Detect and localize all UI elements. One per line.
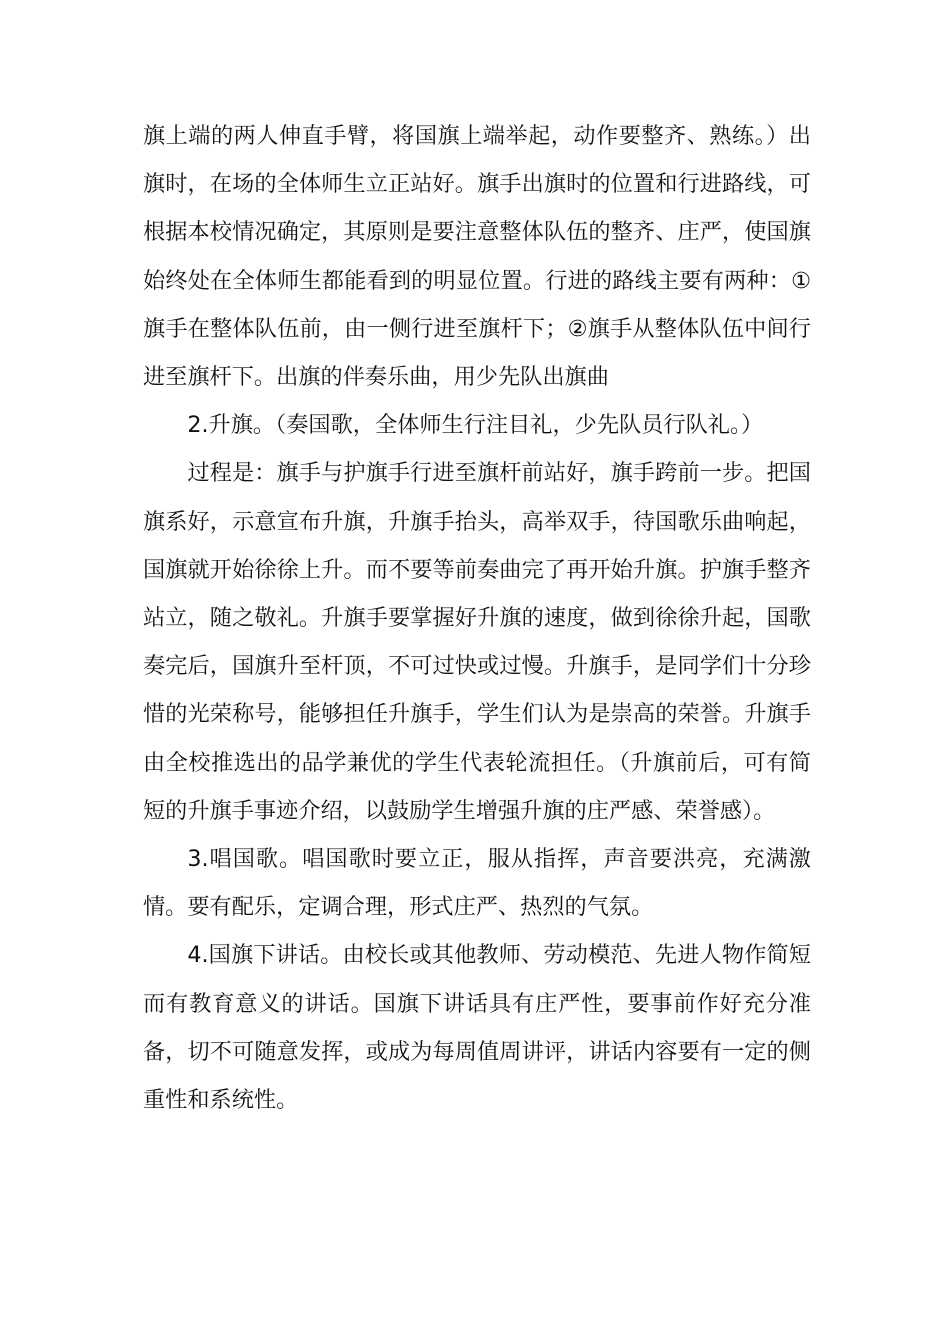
paragraph-raising-flag-heading: 2.升旗。（奏国歌，全体师生行注目礼，少先队员行队礼。） (187, 412, 764, 439)
paragraph-flag-march-out: 旗上端的两人伸直手臂，将国旗上端举起，动作要整齐、熟练。）出旗时，在场的全体师生立正站好。旗手出旗时的位置和行进路线，可根据本校情况确定，其原则是要注意整体队伍的整齐、庄严，使国旗始终处在全体师生都能看到的明显位置。行进的路线主要有两种：①旗手在整体队伍前，由一侧行进至旗杆下；②旗手从整体队伍中间行进至旗杆下。出旗的伴奏乐曲，用少先队出旗曲 (143, 123, 811, 391)
paragraph-raising-process: 过程是：旗手与护旗手行进至旗杆前站好，旗手跨前一步。把国旗系好，示意宣布升旗，升旗手抬头，高举双手，待国歌乐曲响起，国旗就开始徐徐上升。而不要等前奏曲完了再开始升旗。护旗手整齐站立，随之敬礼。升旗手要掌握好升旗的速度，做到徐徐升起，国歌奏完后，国旗升至杆顶，不可过快或过慢。升旗手，是同学们十分珍惜的光荣称号，能够担任升旗手，学生们认为是崇高的荣誉。升旗手由全校推选出的品学兼优的学生代表轮流担任。（升旗前后，可有简短的升旗手事迹介绍，以鼓励学生增强升旗的庄严感、荣誉感）。 (143, 460, 811, 824)
paragraph-singing-anthem: 3.唱国歌。唱国歌时要立正，服从指挥，声音要洪亮，充满激情。要有配乐，定调合理，形式庄严、热烈的气氛。 (143, 846, 811, 921)
paragraph-speech-under-flag: 4.国旗下讲话。由校长或其他教师、劳动模范、先进人物作简短而有教育意义的讲话。国旗下讲话具有庄严性，要事前作好充分准备，切不可随意发挥，或成为每周值周讲评，讲话内容要有一定的侧重性和系统性。 (143, 942, 811, 1114)
document-body (143, 112, 811, 1124)
